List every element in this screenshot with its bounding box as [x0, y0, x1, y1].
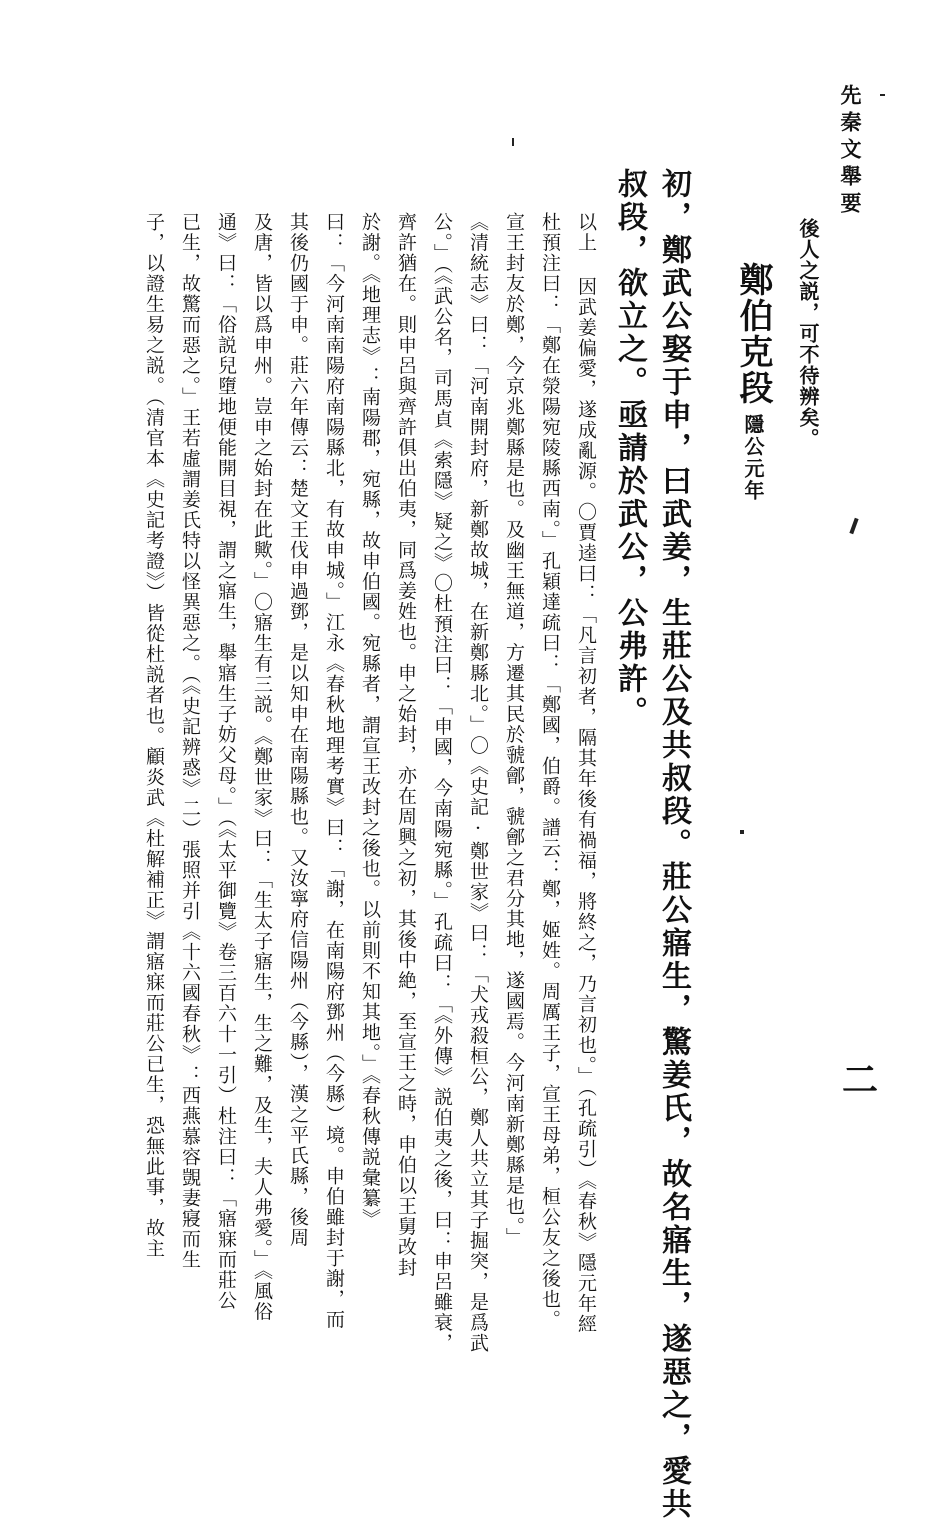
note-line-12: 已生，故驚而惡之。」王若虛謂姜氏特以怪異惡之。（《史記辨惑》二）張照并引《十六國春秋》：西燕慕容覬妻寢而生 [179, 212, 201, 1270]
note-line-1: 以上 因武姜偏愛，遂成亂源。〇賈逵曰：「凡言初者，隔其年後有禍福，將終之，乃言初也。」（孔疏引）《春秋》隱元年經 [575, 212, 597, 1335]
note-line-8: 曰：「今河南南陽府南陽縣北，有故申城。」江永《春秋地理考實》曰：「謝，在南陽府鄧州（今縣）境。申伯雖封于謝，而 [323, 212, 345, 1330]
note-line-13: 子，以證生易之説。（清官本《史記考證》）皆從杜説者也。顧炎武《杜解補正》謂寤寐而莊公已生，恐無此事，故主 [143, 212, 165, 1259]
main-text-line-1: 初，鄭武公娶于申，曰武姜，生莊公及共叔段。莊公寤生，驚姜氏，故名寤生，遂惡之，愛共 [656, 168, 691, 1521]
scan-speck [512, 138, 514, 146]
note-line-4: 《清統志》曰：「河南開封府，新鄭故城，在新鄭縣北。」〇《史記·鄭世家》曰：「犬戎殺桓公，鄭人共立其子掘突，是爲武 [467, 212, 489, 1354]
scan-speck [849, 518, 858, 534]
intro-line: 後人之説，可不待辨矣。 [796, 218, 820, 449]
note-line-7: 於謝。《地理志》：南陽郡，宛縣，故申伯國。宛縣者，謂宣王改封之後也。以前則不知其地。」《春秋傳説彙纂》 [359, 212, 381, 1229]
note-line-5: 公。」（《武公名，司馬貞《索隱》疑之》〇杜預注曰：「申國，今南陽宛縣。」孔疏曰：「《外傳》説伯夷之後，曰：申呂雖衰， [431, 212, 453, 1354]
book-title-header: 先秦文舉要 [838, 84, 863, 219]
main-text-line-2: 叔段，欲立之。亟請於武公，公弗許。 [612, 168, 647, 729]
section-title [733, 262, 773, 502]
note-line-11: 通》曰：「俗説兒墮地便能開目視，謂之寤生，舉寤生子妨父母。」（《太平御覽》卷三百六十一引）杜注曰：「寤寐而莊公 [215, 212, 237, 1311]
scan-speck [880, 94, 885, 96]
page-number: 二 [842, 1059, 879, 1101]
note-line-2: 杜預注曰：「鄭在滎陽宛陵縣西南。」孔穎達疏曰：「鄭國，伯爵。譜云：鄭，姬姓。周厲王子，宣王母弟，桓公友之後也。 [539, 212, 561, 1330]
section-title-text: 鄭伯克段 [733, 262, 773, 406]
note-line-10: 及唐，皆以爲申州。豈申之始封在此歟。」〇寤生有三説。《鄭世家》曰：「生太子寤生，生之難，及生，夫人弗愛。」《風俗 [251, 212, 273, 1322]
scan-speck [740, 830, 744, 834]
section-title-note: 隱公元年 [741, 414, 765, 502]
note-line-3: 宣王封友於鄭，今京兆鄭縣是也。及幽王無道，方遷其民於虢鄶，虢鄶之君分其地，遂國焉。今河南新鄭縣是也。」 [503, 212, 525, 1248]
note-line-9: 其後仍國于申。莊六年傳云：楚文王伐申過鄧，是以知申在南陽縣也。又汝寧府信陽州（今縣），漢之平氏縣，後周 [287, 212, 309, 1248]
note-line-6: 齊許猶在。則申呂與齊許俱出伯夷，同爲姜姓也。申之始封，亦在周興之初，其後中絶，至宣王之時，申伯以王舅改封 [395, 212, 417, 1278]
